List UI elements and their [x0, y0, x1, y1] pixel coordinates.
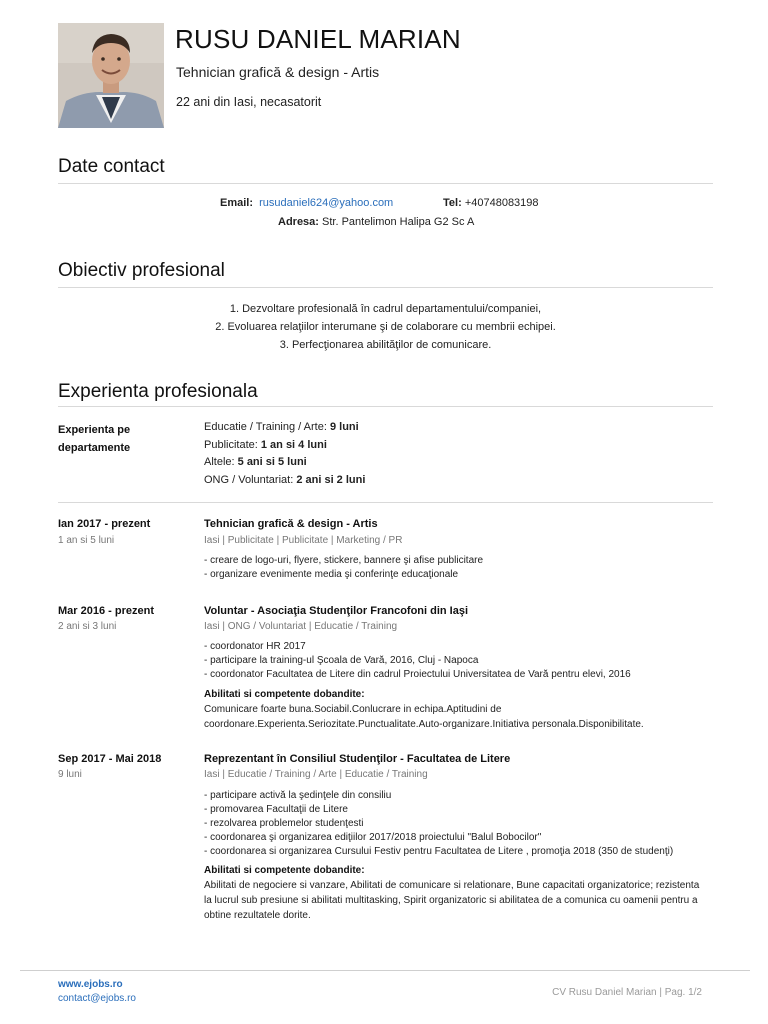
department-duration: 9 luni	[329, 421, 359, 433]
objectives-list	[58, 300, 713, 354]
job-bullets	[204, 640, 631, 682]
department-duration: 2 ani si 2 luni	[296, 473, 366, 486]
footer-page-info: CV Rusu Daniel Marian | Pag. 1/2	[552, 987, 702, 998]
job-bullet: - coordonarea si organizarea Cursului Festiv pentru Facultatea de Litere , promoţia 2018 (350 de studenţi)	[204, 846, 674, 857]
department-name: Publicitate:	[204, 438, 261, 451]
footer-email-link[interactable]: contact@ejobs.ro	[58, 993, 136, 1004]
skills-text: Abilitati de negociere si vanzare, Abilitati de comunicare si relationare, Bune capacitati organizatorice; rezistenta la lucrul sub presiune si abilitati multitasking, Spirit organizatoric si abilitatea de a comunica cu oamenii pentru a obtine rezultatele dorite.	[204, 880, 700, 921]
objective-item: 1. Dezvoltare profesională în cadrul departamentului/companiei,	[229, 303, 542, 315]
department-item	[204, 437, 365, 455]
department-duration: 5 ani si 5 luni	[237, 456, 307, 468]
job-title: Reprezentant în Consiliul Studenţilor - Facultatea de Litere	[204, 753, 511, 765]
objective-item: 2. Evoluarea relaţiilor interumane şi de colaborare cu membrii echipei.	[215, 321, 556, 333]
address-value: Str. Pantelimon Halipa G2 Sc A	[322, 216, 475, 228]
job-duration: 9 luni	[58, 769, 82, 780]
candidate-name: RUSU DANIEL MARIAN	[175, 24, 461, 54]
department-name: Altele:	[204, 456, 238, 468]
job-bullet: - creare de logo-uri, flyere, stickere, bannere şi afise publicitare	[204, 555, 484, 566]
footer-website-link[interactable]: www.ejobs.ro	[58, 979, 123, 990]
job-bullets	[204, 789, 673, 859]
job-title: Voluntar - Asociaţia Studenţilor Francofoni din Iaşi	[204, 605, 469, 617]
section-title-contact: Date contact	[58, 156, 165, 177]
job-period: Sep 2017 - Mai 2018	[58, 753, 162, 765]
job-bullet: - participare activă la şedinţele din consiliu	[204, 790, 392, 801]
job-tags: Iasi | Publicitate | Publicitate | Marketing / PR	[204, 535, 403, 546]
skills-title: Abilitati si competente dobandite:	[204, 865, 365, 876]
job-bullet: - rezolvarea problemelor studenţesti	[204, 818, 364, 829]
tel-label: Tel:	[443, 197, 462, 209]
profile-photo-illustration	[58, 23, 164, 128]
department-duration: 1 an si 4 luni	[260, 438, 327, 451]
job-bullet: - coordonator Facultatea de Litere din cadrul Proiectului Universitatea de Vară pentru elevi, 2016	[204, 669, 631, 680]
department-item	[204, 454, 365, 472]
skills-text: Comunicare foarte buna.Sociabil.Conlucrare in echipa.Aptitudini de coordonare.Experienta.Seriozitate.Punctualitate.Auto-organizare.Initiativa personala.Disponibilitate.	[204, 704, 644, 730]
tel-value: +40748083198	[464, 197, 539, 209]
section-title-objective: Obiectiv profesional	[58, 260, 225, 281]
job-bullet: - organizare evenimente media şi conferinţe educaţionale	[204, 569, 459, 580]
candidate-meta: 22 ani din Iasi, necasatorit	[176, 95, 322, 109]
email-label: Email:	[220, 197, 254, 209]
job-bullet: - promovarea Facultaţii de Litere	[204, 804, 348, 815]
section-divider	[58, 287, 713, 288]
department-item	[204, 472, 365, 490]
departments-label-line: Experienta pe	[58, 424, 131, 436]
job-bullet: - coordonarea şi organizarea ediţiilor 2017/2018 proiectului "Balul Bobocilor"	[204, 832, 542, 843]
section-divider	[58, 183, 713, 184]
departments-list	[204, 419, 365, 489]
contact-tel-row	[443, 197, 539, 209]
section-divider	[58, 406, 713, 407]
job-tags: Iasi | Educatie / Training / Arte | Educatie / Training	[204, 769, 428, 780]
department-name: ONG / Voluntariat:	[204, 473, 297, 486]
skills-title: Abilitati si competente dobandite:	[204, 689, 365, 700]
address-label: Adresa:	[278, 216, 319, 228]
footer-divider	[20, 970, 750, 971]
job-bullet: - participare la training-ul Şcoala de Vară, 2016, Cluj - Napoca	[204, 655, 479, 666]
job-tags: Iasi | ONG / Voluntariat | Educatie / Training	[204, 621, 398, 632]
candidate-job-title: Tehnician grafică & design - Artis	[176, 64, 380, 80]
job-period: Mar 2016 - prezent	[58, 605, 154, 617]
email-link[interactable]: rusudaniel624@yahoo.com	[259, 197, 394, 209]
section-divider	[58, 502, 713, 503]
department-item	[204, 419, 365, 437]
job-duration: 1 an si 5 luni	[58, 535, 115, 546]
job-duration: 2 ani si 3 luni	[58, 621, 117, 632]
contact-address-row	[278, 216, 474, 228]
objective-item: 3. Perfecţionarea abilităţilor de comunicare.	[279, 339, 492, 351]
profile-photo	[58, 23, 164, 128]
departments-label	[58, 422, 130, 457]
department-name: Educatie / Training / Arte:	[204, 421, 330, 433]
job-title: Tehnician grafică & design - Artis	[204, 518, 378, 530]
departments-label-line: departamente	[58, 441, 131, 454]
job-bullet: - coordonator HR 2017	[204, 641, 306, 652]
contact-email-row	[220, 197, 393, 209]
job-bullets	[204, 554, 483, 582]
job-period: Ian 2017 - prezent	[58, 518, 151, 530]
section-title-experience: Experienta profesionala	[58, 381, 258, 402]
